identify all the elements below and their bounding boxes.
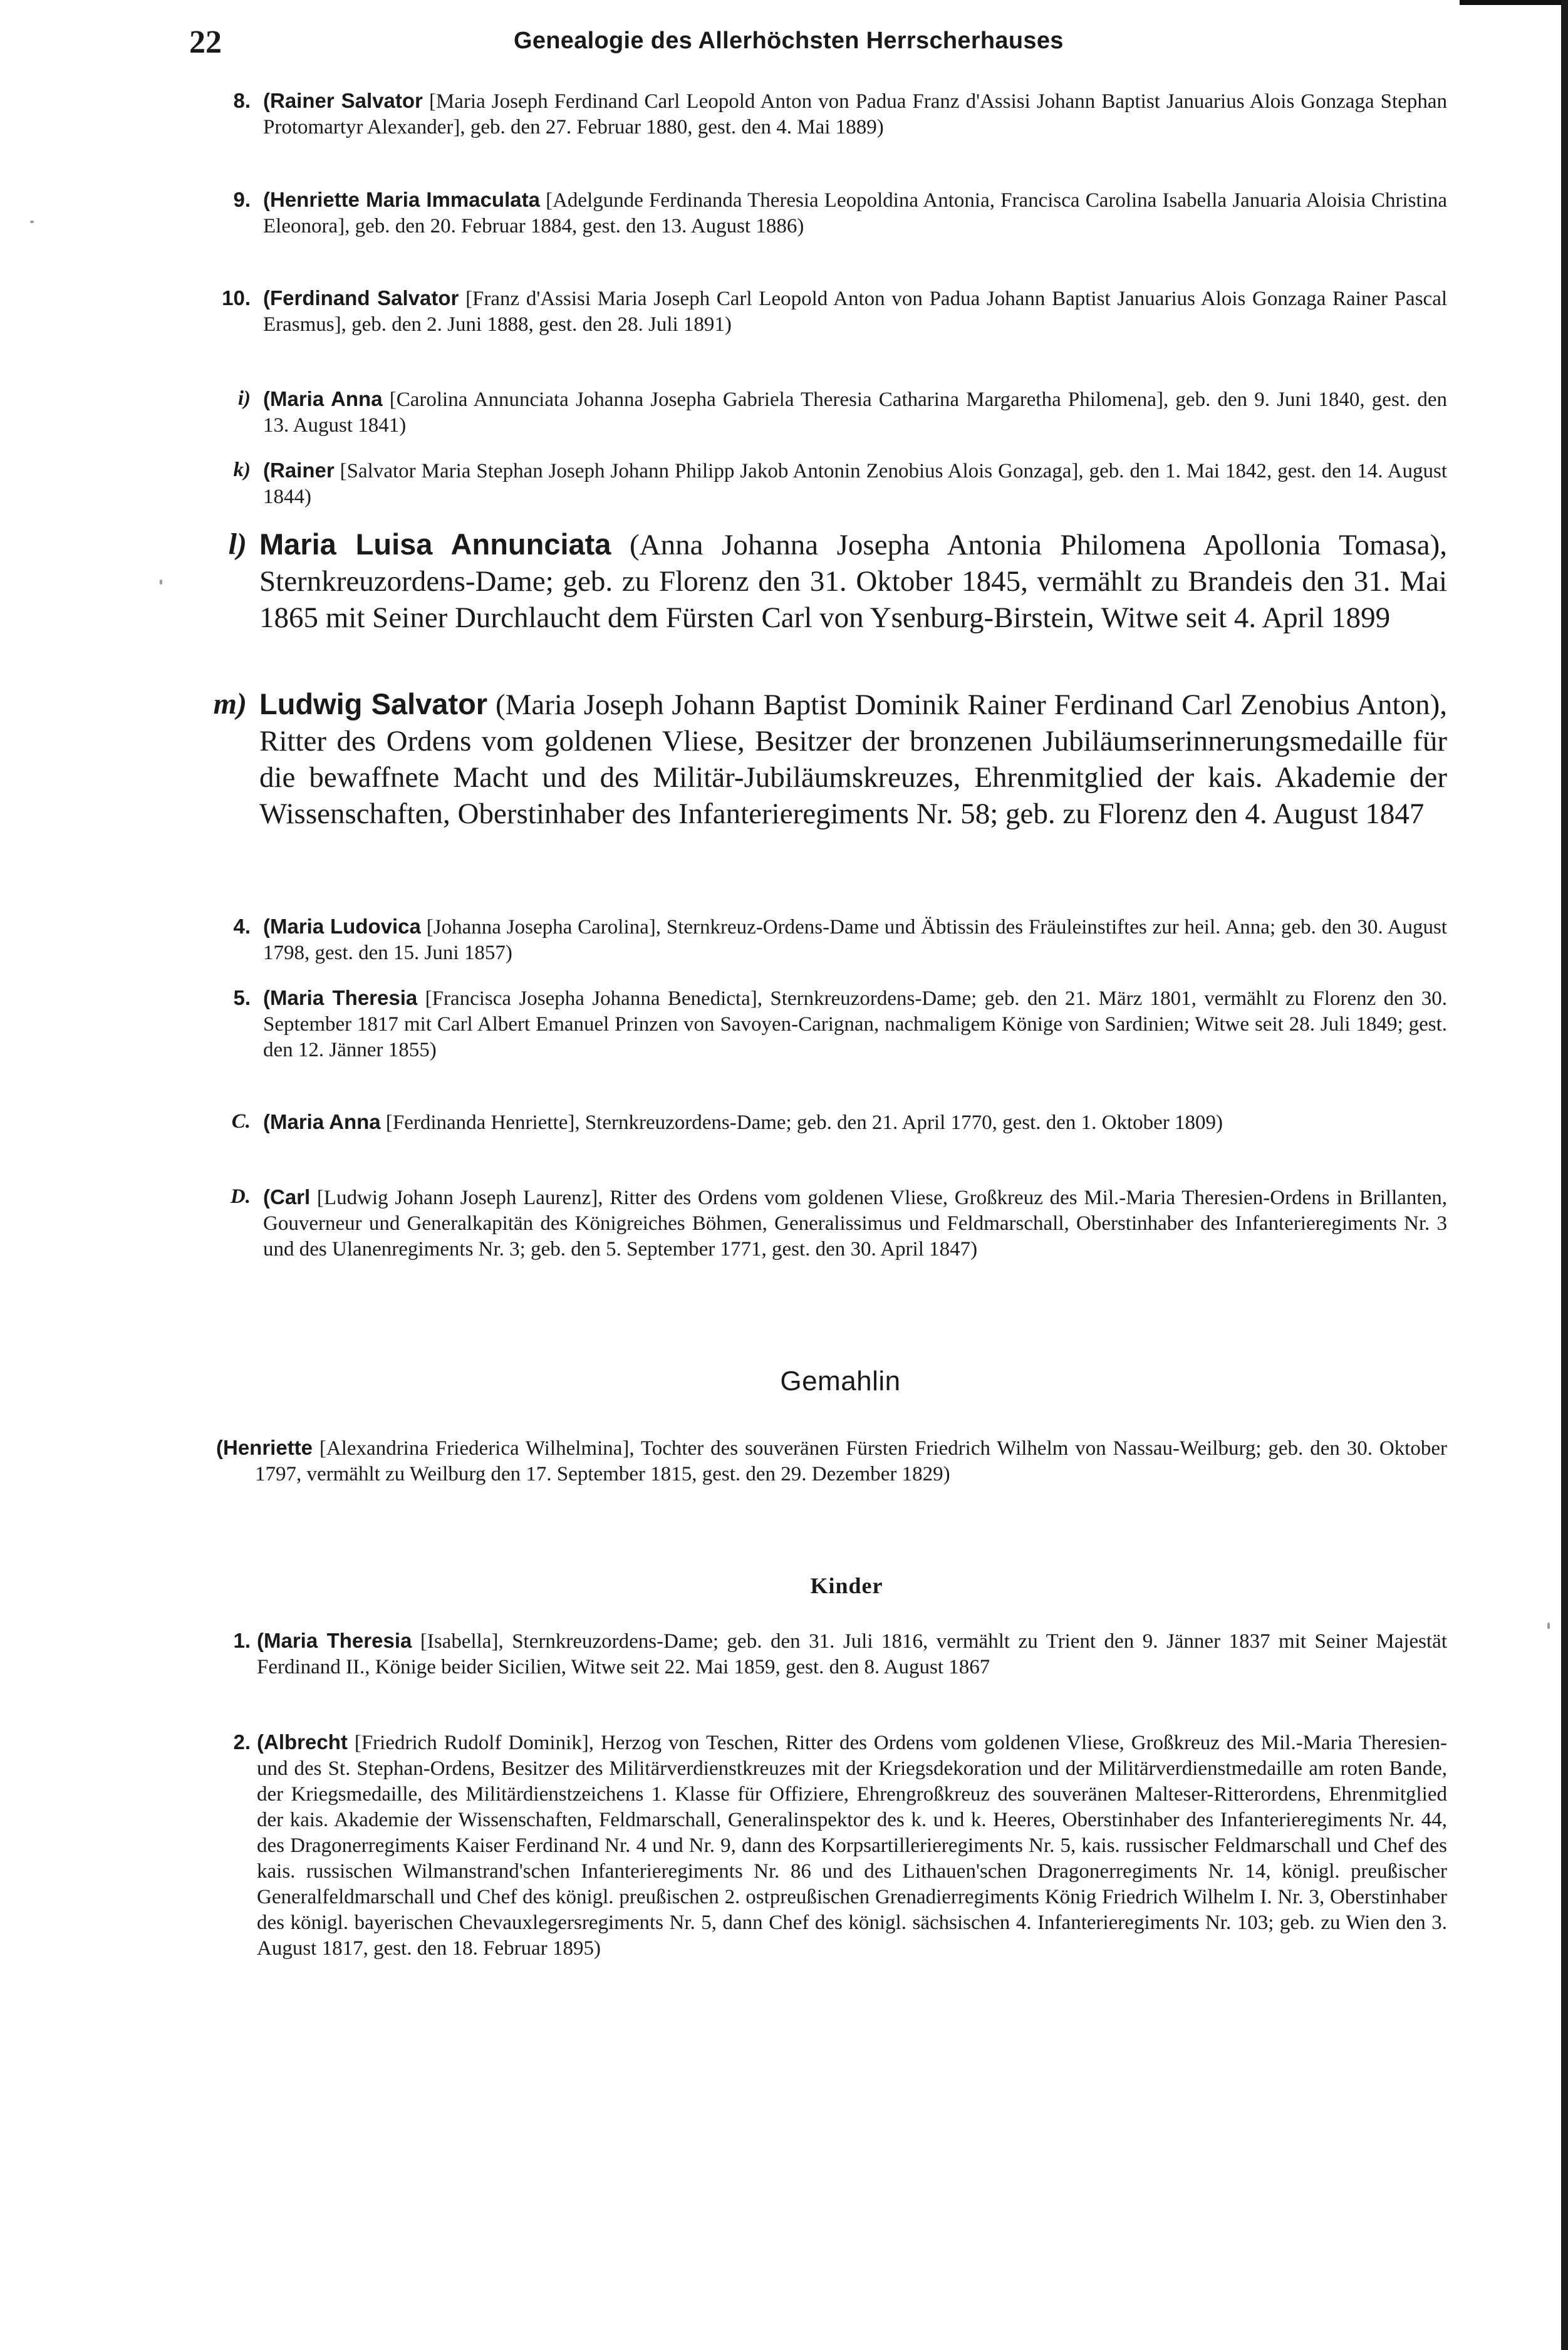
entry-text: [Adelgunde Ferdinanda Theresia Leopoldina Antonia, Francisca Carolina Isabella Januaria Aloisia Christina Eleonora], geb. den 20. Februar 1884, gest. den 13. August 1886): [263, 189, 1447, 237]
entry-marker: m): [213, 687, 247, 720]
entry-text: (Maria Joseph Johann Baptist Dominik Rainer Ferdinand Carl Zenobius Anton), Ritter des Ordens vom goldenen Vliese, Besitzer der bronzenen Jubiläumserinnerungsmedaille für die bewaffnete Macht und des Militär-Jubiläumskreuzes, Ehrenmitglied der kais. Akademie der Wissenschaften, Oberstinhaber des Infanterieregiments Nr. 58; geb. zu Florenz den 4. August 1847: [259, 689, 1447, 830]
entry-marker: k): [233, 459, 251, 481]
running-title: Genealogie des Allerhöchsten Herrscherhauses: [514, 28, 1064, 54]
entry-rainer-k: [233, 457, 1447, 510]
entry-name: (Maria Theresia: [257, 1629, 412, 1652]
entry-maria-anna-i: [237, 386, 1448, 439]
entry-marker: C.: [231, 1110, 251, 1133]
entry-marker: 10.: [222, 286, 251, 309]
entry-ludwig-salvator: [213, 686, 1447, 832]
scan-edge-right: [1561, 0, 1568, 2350]
entry-maria-ludovica: [233, 913, 1447, 966]
entry-name: (Ferdinand Salvator: [263, 286, 459, 309]
entry-ferdinand-salvator: [222, 285, 1448, 338]
scan-speck: [160, 580, 162, 585]
entry-carl-d: [230, 1184, 1447, 1262]
entry-marker: i): [237, 387, 251, 410]
entry-rainer-salvator: [233, 88, 1447, 140]
entry-name: (Carl: [263, 1185, 311, 1209]
entry-name: Ludwig Salvator: [259, 687, 488, 720]
entry-maria-theresia-kind: [233, 1628, 1447, 1680]
entry-marker: D.: [230, 1185, 251, 1208]
entry-text: [Isabella], Sternkreuzordens-Dame; geb. den 31. Juli 1816, vermählt zu Trient den 9. Jänner 1837 mit Seiner Majestät Ferdinand II., Könige beider Sicilien, Witwe seit 22. Mai 1859, gest. den 8. August 1867: [257, 1630, 1447, 1678]
entry-text: [Carolina Annunciata Johanna Josepha Gabriela Theresia Catharina Margaretha Philomena], geb. den 9. Juni 1840, gest. den 13. August 1841): [263, 388, 1448, 437]
entry-text: [Salvator Maria Stephan Joseph Johann Philipp Jakob Antonin Zenobius Alois Gonzaga], geb. den 1. Mai 1842, gest. den 14. August 1844): [263, 460, 1447, 508]
entry-henriette-gemahlin: [216, 1435, 1447, 1487]
entry-text: [Alexandrina Friederica Wilhelmina], Tochter des souveränen Fürsten Friedrich Wilhelm von Nassau-Weilburg; geb. den 30. Oktober 1797, vermählt zu Weilburg den 17. September 1815, gest. den 29. Dezember 1829): [255, 1437, 1447, 1485]
page-number: 22: [189, 24, 222, 60]
entry-albrecht-kind: [233, 1729, 1447, 1962]
entry-text: [Maria Joseph Ferdinand Carl Leopold Anton von Padua Franz d'Assisi Johann Baptist Januarius Alois Gonzaga Stephan Protomartyr Alexander], geb. den 27. Februar 1880, gest. den 4. Mai 1889): [263, 90, 1447, 138]
entry-maria-theresia-5: [233, 985, 1447, 1063]
entry-marker: 5.: [233, 986, 251, 1009]
entry-name: (Henriette: [216, 1436, 313, 1459]
entry-marker: 2.: [233, 1730, 251, 1754]
entry-name: Maria Luisa Annunciata: [259, 528, 611, 561]
scan-speck: [1547, 1623, 1550, 1629]
entry-text: (Anna Johanna Josepha Antonia Philomena Apollonia Tomasa), Sternkreuzordens-Dame; geb. zu Florenz den 31. Oktober 1845, vermählt zu Brandeis den 31. Mai 1865 mit Seiner Durchlaucht dem Fürsten Carl von Ysenburg-Birstein, Witwe seit 4. April 1899: [259, 529, 1447, 634]
entry-text: [Ferdinanda Henriette], Sternkreuzordens-Dame; geb. den 21. April 1770, gest. den 1. Oktober 1809): [380, 1111, 1223, 1134]
entry-name: (Henriette Maria Immaculata: [263, 188, 540, 211]
entry-name: (Maria Anna: [263, 1110, 381, 1133]
section-heading-gemahlin: Gemahlin: [780, 1366, 901, 1396]
section-heading-kinder: Kinder: [810, 1573, 883, 1598]
scan-speck: [30, 221, 34, 223]
scan-edge-top: [1460, 0, 1568, 5]
entry-name: (Albrecht: [257, 1730, 348, 1754]
entry-maria-luisa-annunciata: [228, 526, 1447, 636]
entry-marker: 4.: [233, 915, 251, 938]
entry-name: (Rainer Salvator: [263, 89, 423, 112]
entry-maria-anna-c: [231, 1109, 1447, 1136]
entry-text: [Franz d'Assisi Maria Joseph Carl Leopold Anton von Padua Johann Baptist Januarius Alois Gonzaga Rainer Pascal Erasmus], geb. den 2. Juni 1888, gest. den 28. Juli 1891): [263, 288, 1448, 336]
entry-marker: l): [228, 528, 247, 561]
entry-name: (Maria Ludovica: [263, 915, 421, 938]
entry-name: (Maria Anna: [263, 387, 383, 410]
entry-text: [Francisca Josepha Johanna Benedicta], Sternkreuzordens-Dame; geb. den 21. März 1801, vermählt zu Florenz den 30. September 1817 mit Carl Albert Emanuel Prinzen von Savoyen-Carignan, nachmaligem Könige von Sardinien; Witwe seit 28. Juli 1849; gest. den 12. Jänner 1855): [263, 987, 1447, 1061]
entry-marker: 1.: [233, 1629, 251, 1652]
entry-text: [Friedrich Rudolf Dominik], Herzog von Teschen, Ritter des Ordens vom goldenen Vliese, Großkreuz des Mil.-Maria Theresien- und des St. Stephan-Ordens, Besitzer des Militärverdienstkreuzes mit der Kriegsdekoration und der Militärverdienstmedaille am roten Bande, der Kriegsmedaille, des Militärdienstzeichens 1. Klasse für Offiziere, Ehrengroßkreuz des souveränen Malteser-Ritterordens, Ehrenmitglied der kais. Akademie der Wissenschaften, Feldmarschall, Generalinspektor des k. und k. Heeres, Oberstinhaber des Infanterieregiments Nr. 44, des Dragonerregiments Kaiser Ferdinand Nr. 4 und Nr. 9, dann des Korpsartillerieregiments Nr. 5, kais. russischer Feldmarschall und Chef des kais. russischen Wilmanstrand'schen Infanterieregiments Nr. 86 und des Lithauen'schen Dragonerregiments Nr. 14, königl. preußischer Generalfeldmarschall und Chef des königl. preußischen 2. ostpreußischen Grenadierregiments König Friedrich Wilhelm I. Nr. 3, Oberstinhaber des königl. bayerischen Chevauxlegersregiments Nr. 5, dann Chef des königl. sächsischen 4. Infanterieregiments Nr. 103; geb. zu Wien den 3. August 1817, gest. den 18. Februar 1895): [257, 1732, 1447, 1960]
entry-text: [Johanna Josepha Carolina], Sternkreuz-Ordens-Dame und Äbtissin des Fräuleinstiftes zur heil. Anna; geb. den 30. August 1798, gest. den 15. Juni 1857): [263, 916, 1447, 964]
entry-text: [Ludwig Johann Joseph Laurenz], Ritter des Ordens vom goldenen Vliese, Großkreuz des Mil.-Maria Theresien-Ordens in Brillanten, Gouverneur und Generalkapitän des Königreiches Böhmen, Generalissimus und Feldmarschall, Oberstinhaber des Infanterieregiments Nr. 3 und des Ulanenregiments Nr. 3; geb. den 5. September 1771, gest. den 30. April 1847): [263, 1187, 1447, 1261]
entry-marker: 8.: [233, 89, 251, 112]
entry-marker: 9.: [233, 188, 251, 211]
entry-henriette-maria: [233, 187, 1447, 239]
entry-name: (Rainer: [263, 459, 335, 482]
entry-name: (Maria Theresia: [263, 986, 418, 1009]
